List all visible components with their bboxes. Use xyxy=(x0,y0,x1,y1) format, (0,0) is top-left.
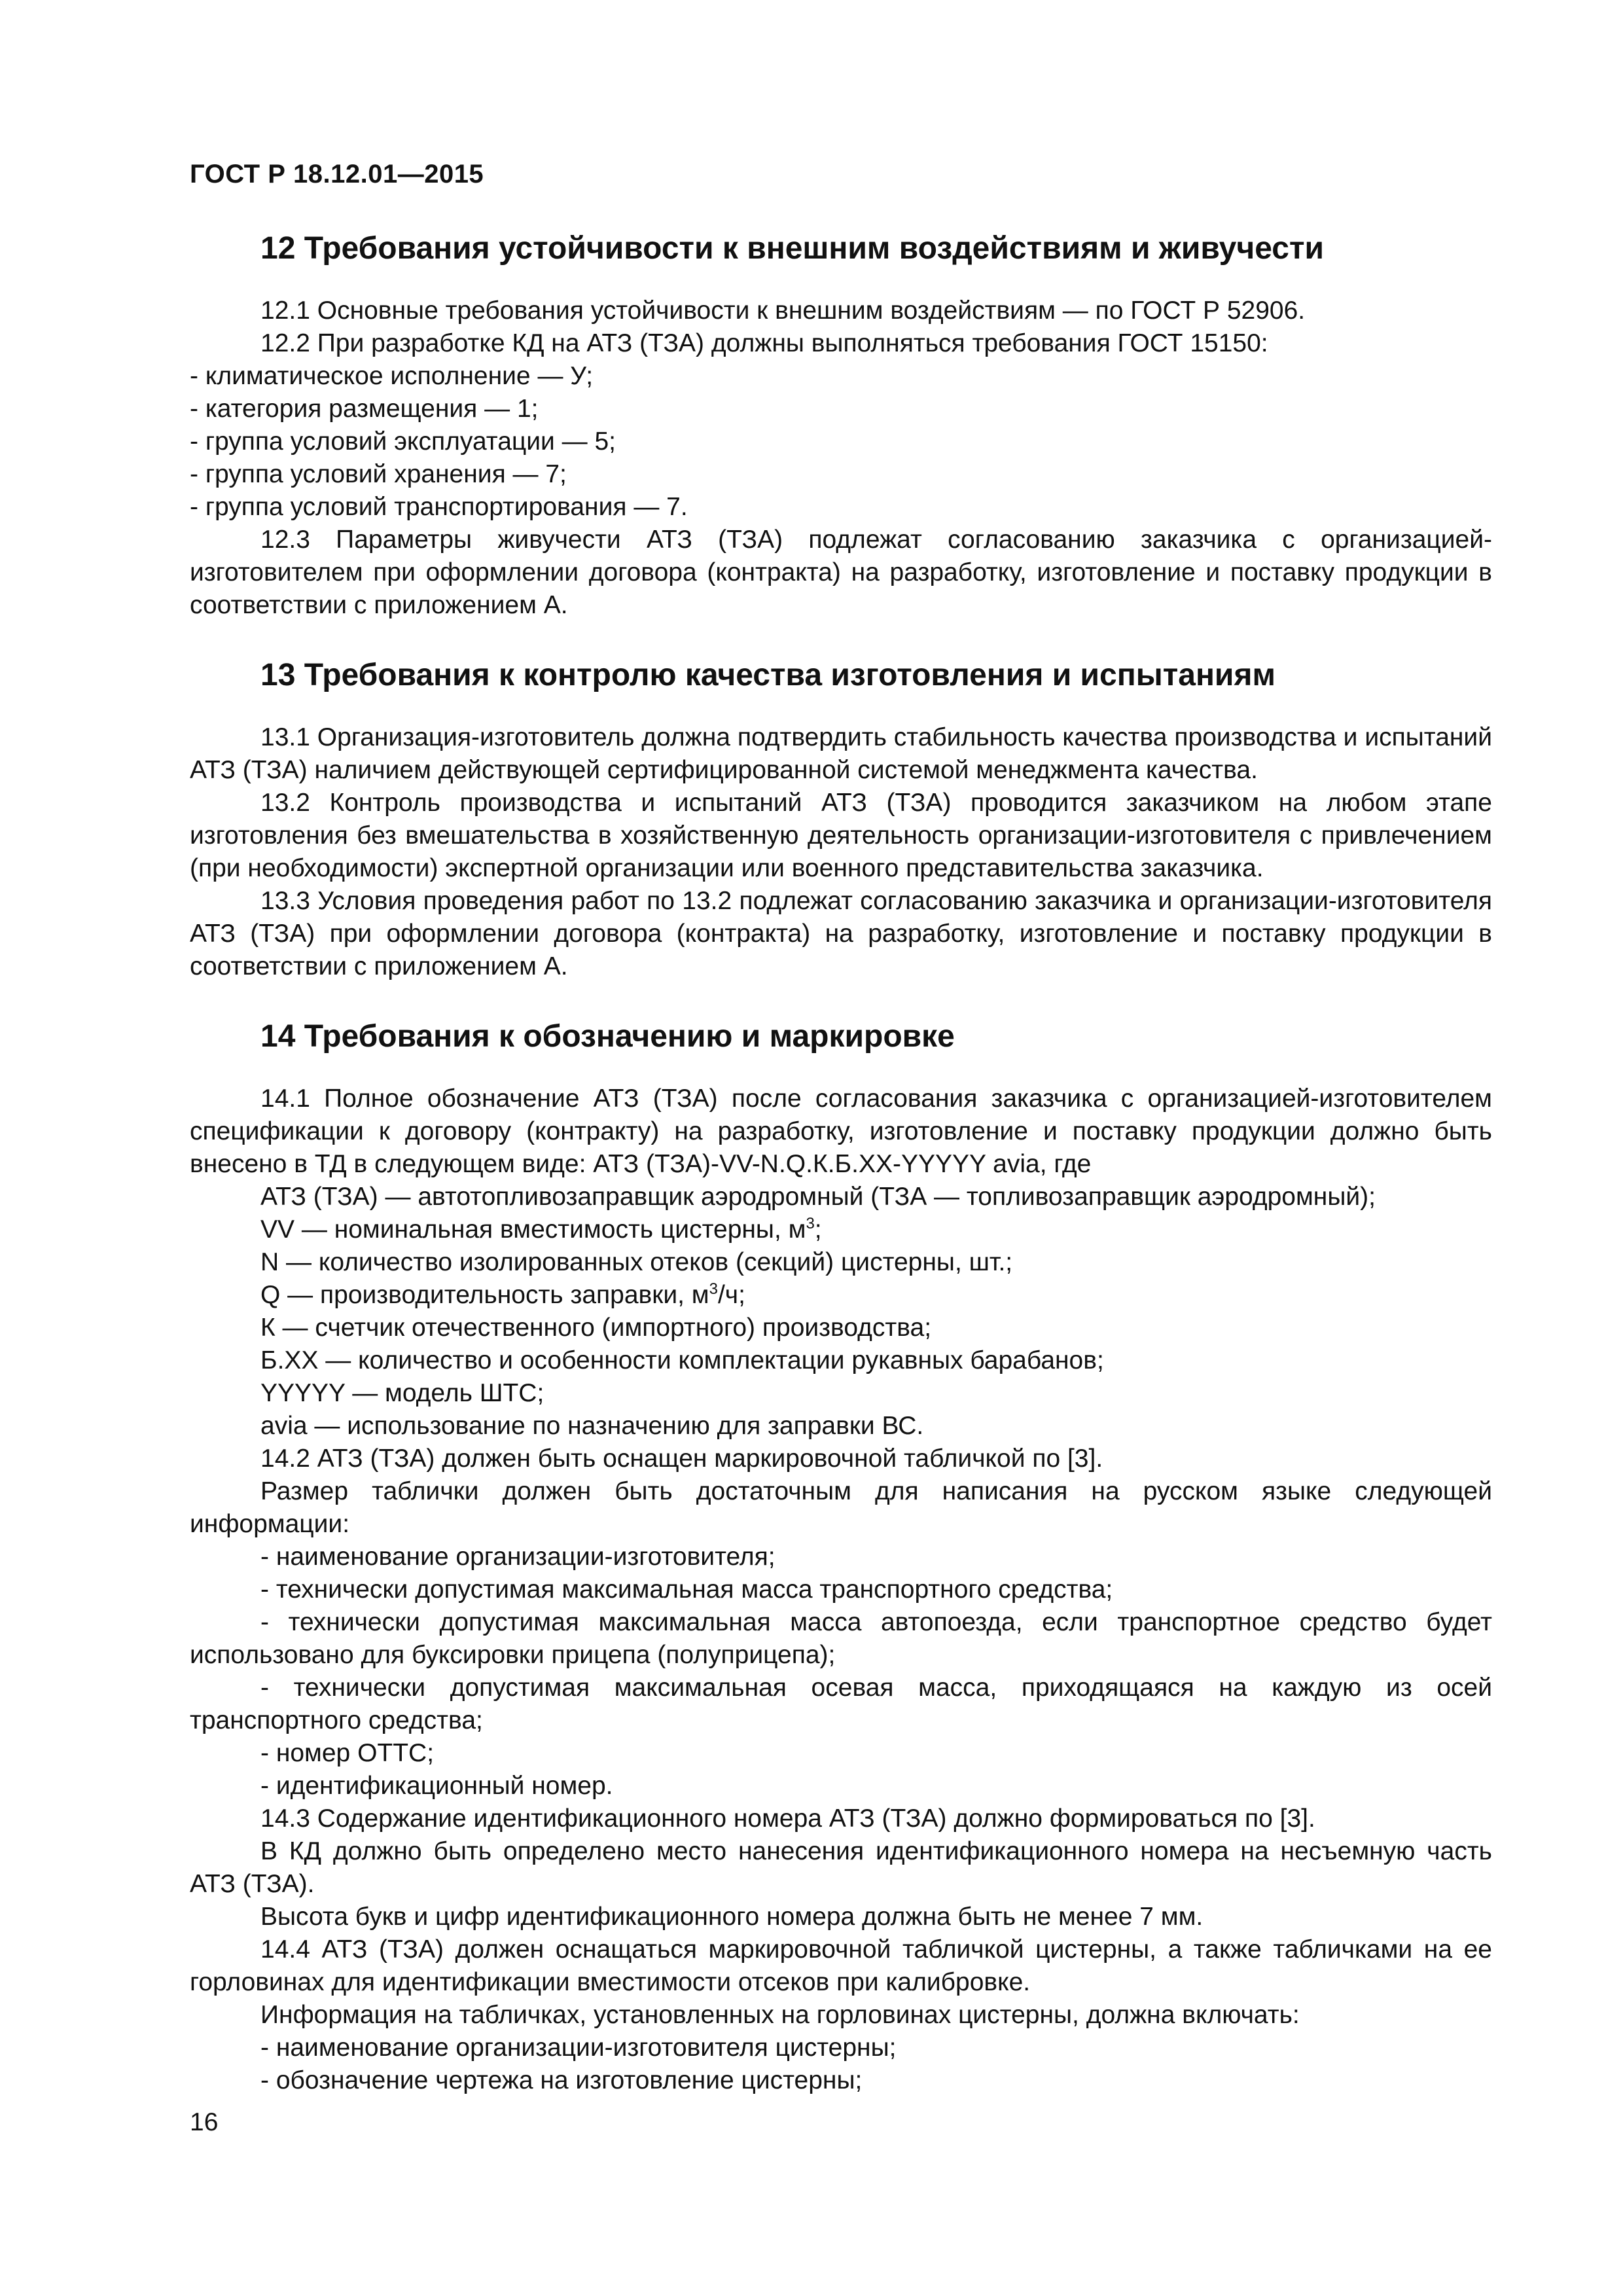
superscript-3: 3 xyxy=(806,1215,815,1232)
paragraph-plate-size: Размер таблички должен быть достаточным для написания на русском языке следующей информации: xyxy=(190,1477,1492,1538)
section-13-body xyxy=(190,721,1492,983)
document-code: ГОСТ Р 18.12.01—2015 xyxy=(190,160,484,188)
list-item: - технически допустимая максимальная масса транспортного средства; xyxy=(260,1575,1113,1604)
definition-n: N — количество изолированных отеков (секций) цистерны, шт.; xyxy=(260,1248,1013,1276)
definition-k: К — счетчик отечественного (импортного) производства; xyxy=(260,1314,932,1342)
list-item: - группа условий хранения — 7; xyxy=(190,460,567,488)
paragraph-14-1: 14.1 Полное обозначение АТЗ (ТЗА) после согласования заказчика с организацией-изготовителем спецификации к договору (контракту) на разработку, изготовление и поставку продукции должно быть внесено в ТД в следующем виде: АТЗ (ТЗА)-VV-N.Q.К.Б.XX-YYYYY avia, где xyxy=(190,1085,1492,1178)
list-item: - идентификационный номер. xyxy=(260,1772,613,1800)
page-number: 16 xyxy=(190,2108,219,2136)
section-14-title: 14 Требования к обозначению и маркировке xyxy=(260,1019,955,1054)
page-content xyxy=(190,223,1492,2097)
definition-vv-end: ; xyxy=(814,1215,822,1244)
list-item: - технически допустимая максимальная осевая масса, приходящаяся на каждую из осей транспортного средства; xyxy=(190,1674,1492,1734)
list-item: - технически допустимая максимальная масса автопоезда, если транспортное средство будет использовано для буксировки прицепа (полуприцепа); xyxy=(190,1608,1492,1669)
list-item: - обозначение чертежа на изготовление цистерны; xyxy=(260,2066,863,2094)
definition-q-end: /ч; xyxy=(717,1281,745,1309)
list-item: - категория размещения — 1; xyxy=(190,395,539,423)
list-item: - климатическое исполнение — У; xyxy=(190,362,594,390)
paragraph-13-2: 13.2 Контроль производства и испытаний АТЗ (ТЗА) проводится заказчиком на любом этапе изготовления без вмешательства в хозяйственную деятельность организации-изготовителя с привлечением (при необходимости) экспертной организации или военного представительства заказчика. xyxy=(190,789,1492,882)
paragraph-12-1: 12.1 Основные требования устойчивости к внешним воздействиям — по ГОСТ Р 52906. xyxy=(260,296,1306,325)
definition-avia: avia — использование по назначению для заправки ВС. xyxy=(260,1412,924,1440)
superscript-3: 3 xyxy=(709,1280,718,1298)
paragraph-13-3: 13.3 Условия проведения работ по 13.2 подлежат согласованию заказчика и организации-изготовителя АТЗ (ТЗА) при оформлении договора (контракта) на разработку, изготовление и поставку продукции в соответствии с приложением А. xyxy=(190,887,1492,980)
paragraph-14-4: 14.4 АТЗ (ТЗА) должен оснащаться маркировочной табличкой цистерны, а также табличками на ее горловинах для идентификации вместимости отсеков при калибровке. xyxy=(190,1935,1492,1996)
section-14-body xyxy=(190,1083,1492,2097)
section-13-title: 13 Требования к контролю качества изготовления и испытаниям xyxy=(260,658,1275,692)
list-item: - номер ОТТС; xyxy=(260,1739,435,1767)
list-item: - группа условий транспортирования — 7. xyxy=(190,493,688,521)
paragraph-12-2: 12.2 При разработке КД на АТЗ (ТЗА) должны выполняться требования ГОСТ 15150: xyxy=(260,329,1268,357)
list-item: - наименование организации-изготовителя; xyxy=(260,1543,776,1571)
definition-q-text: Q — производительность заправки, м xyxy=(260,1281,709,1309)
section-12-title: 12 Требования устойчивости к внешним воздействиям и живучести xyxy=(260,231,1324,266)
paragraph-12-3: 12.3 Параметры живучести АТЗ (ТЗА) подлежат согласованию заказчика с организацией-изготовителем при оформлении договора (контракта) на разработку, изготовление и поставку продукции в соответствии с приложением А. xyxy=(190,526,1492,619)
definition-atz: АТЗ (ТЗА) — автотопливозаправщик аэродромный (ТЗА — топливозаправщик аэродромный); xyxy=(260,1183,1376,1211)
paragraph-id-location: В КД должно быть определено место нанесения идентификационного номера на несъемную часть АТЗ (ТЗА). xyxy=(190,1837,1492,1898)
paragraph-id-height: Высота букв и цифр идентификационного номера должна быть не менее 7 мм. xyxy=(260,1903,1204,1931)
definition-vv-text: VV — номинальная вместимость цистерны, м xyxy=(260,1215,806,1244)
definition-yyyyy: YYYYY — модель ШТС; xyxy=(260,1379,544,1407)
definition-vv xyxy=(190,1213,1492,1246)
definition-b-xx: Б.XX — количество и особенности комплектации рукавных барабанов; xyxy=(260,1346,1104,1374)
paragraph-14-3: 14.3 Содержание идентификационного номера АТЗ (ТЗА) должно формироваться по [3]. xyxy=(260,1804,1315,1833)
paragraph-plate-info: Информация на табличках, установленных на горловинах цистерны, должна включать: xyxy=(260,2001,1300,2029)
paragraph-13-1: 13.1 Организация-изготовитель должна подтвердить стабильность качества производства и испытаний АТЗ (ТЗА) наличием действующей сертифицированной системой менеджмента качества. xyxy=(190,723,1492,784)
section-12-body xyxy=(190,295,1492,622)
paragraph-14-2: 14.2 АТЗ (ТЗА) должен быть оснащен маркировочной табличкой по [3]. xyxy=(260,1444,1103,1473)
list-item: - наименование организации-изготовителя цистерны; xyxy=(260,2034,897,2062)
list-item: - группа условий эксплуатации — 5; xyxy=(190,427,616,456)
definition-q xyxy=(190,1279,1492,1312)
